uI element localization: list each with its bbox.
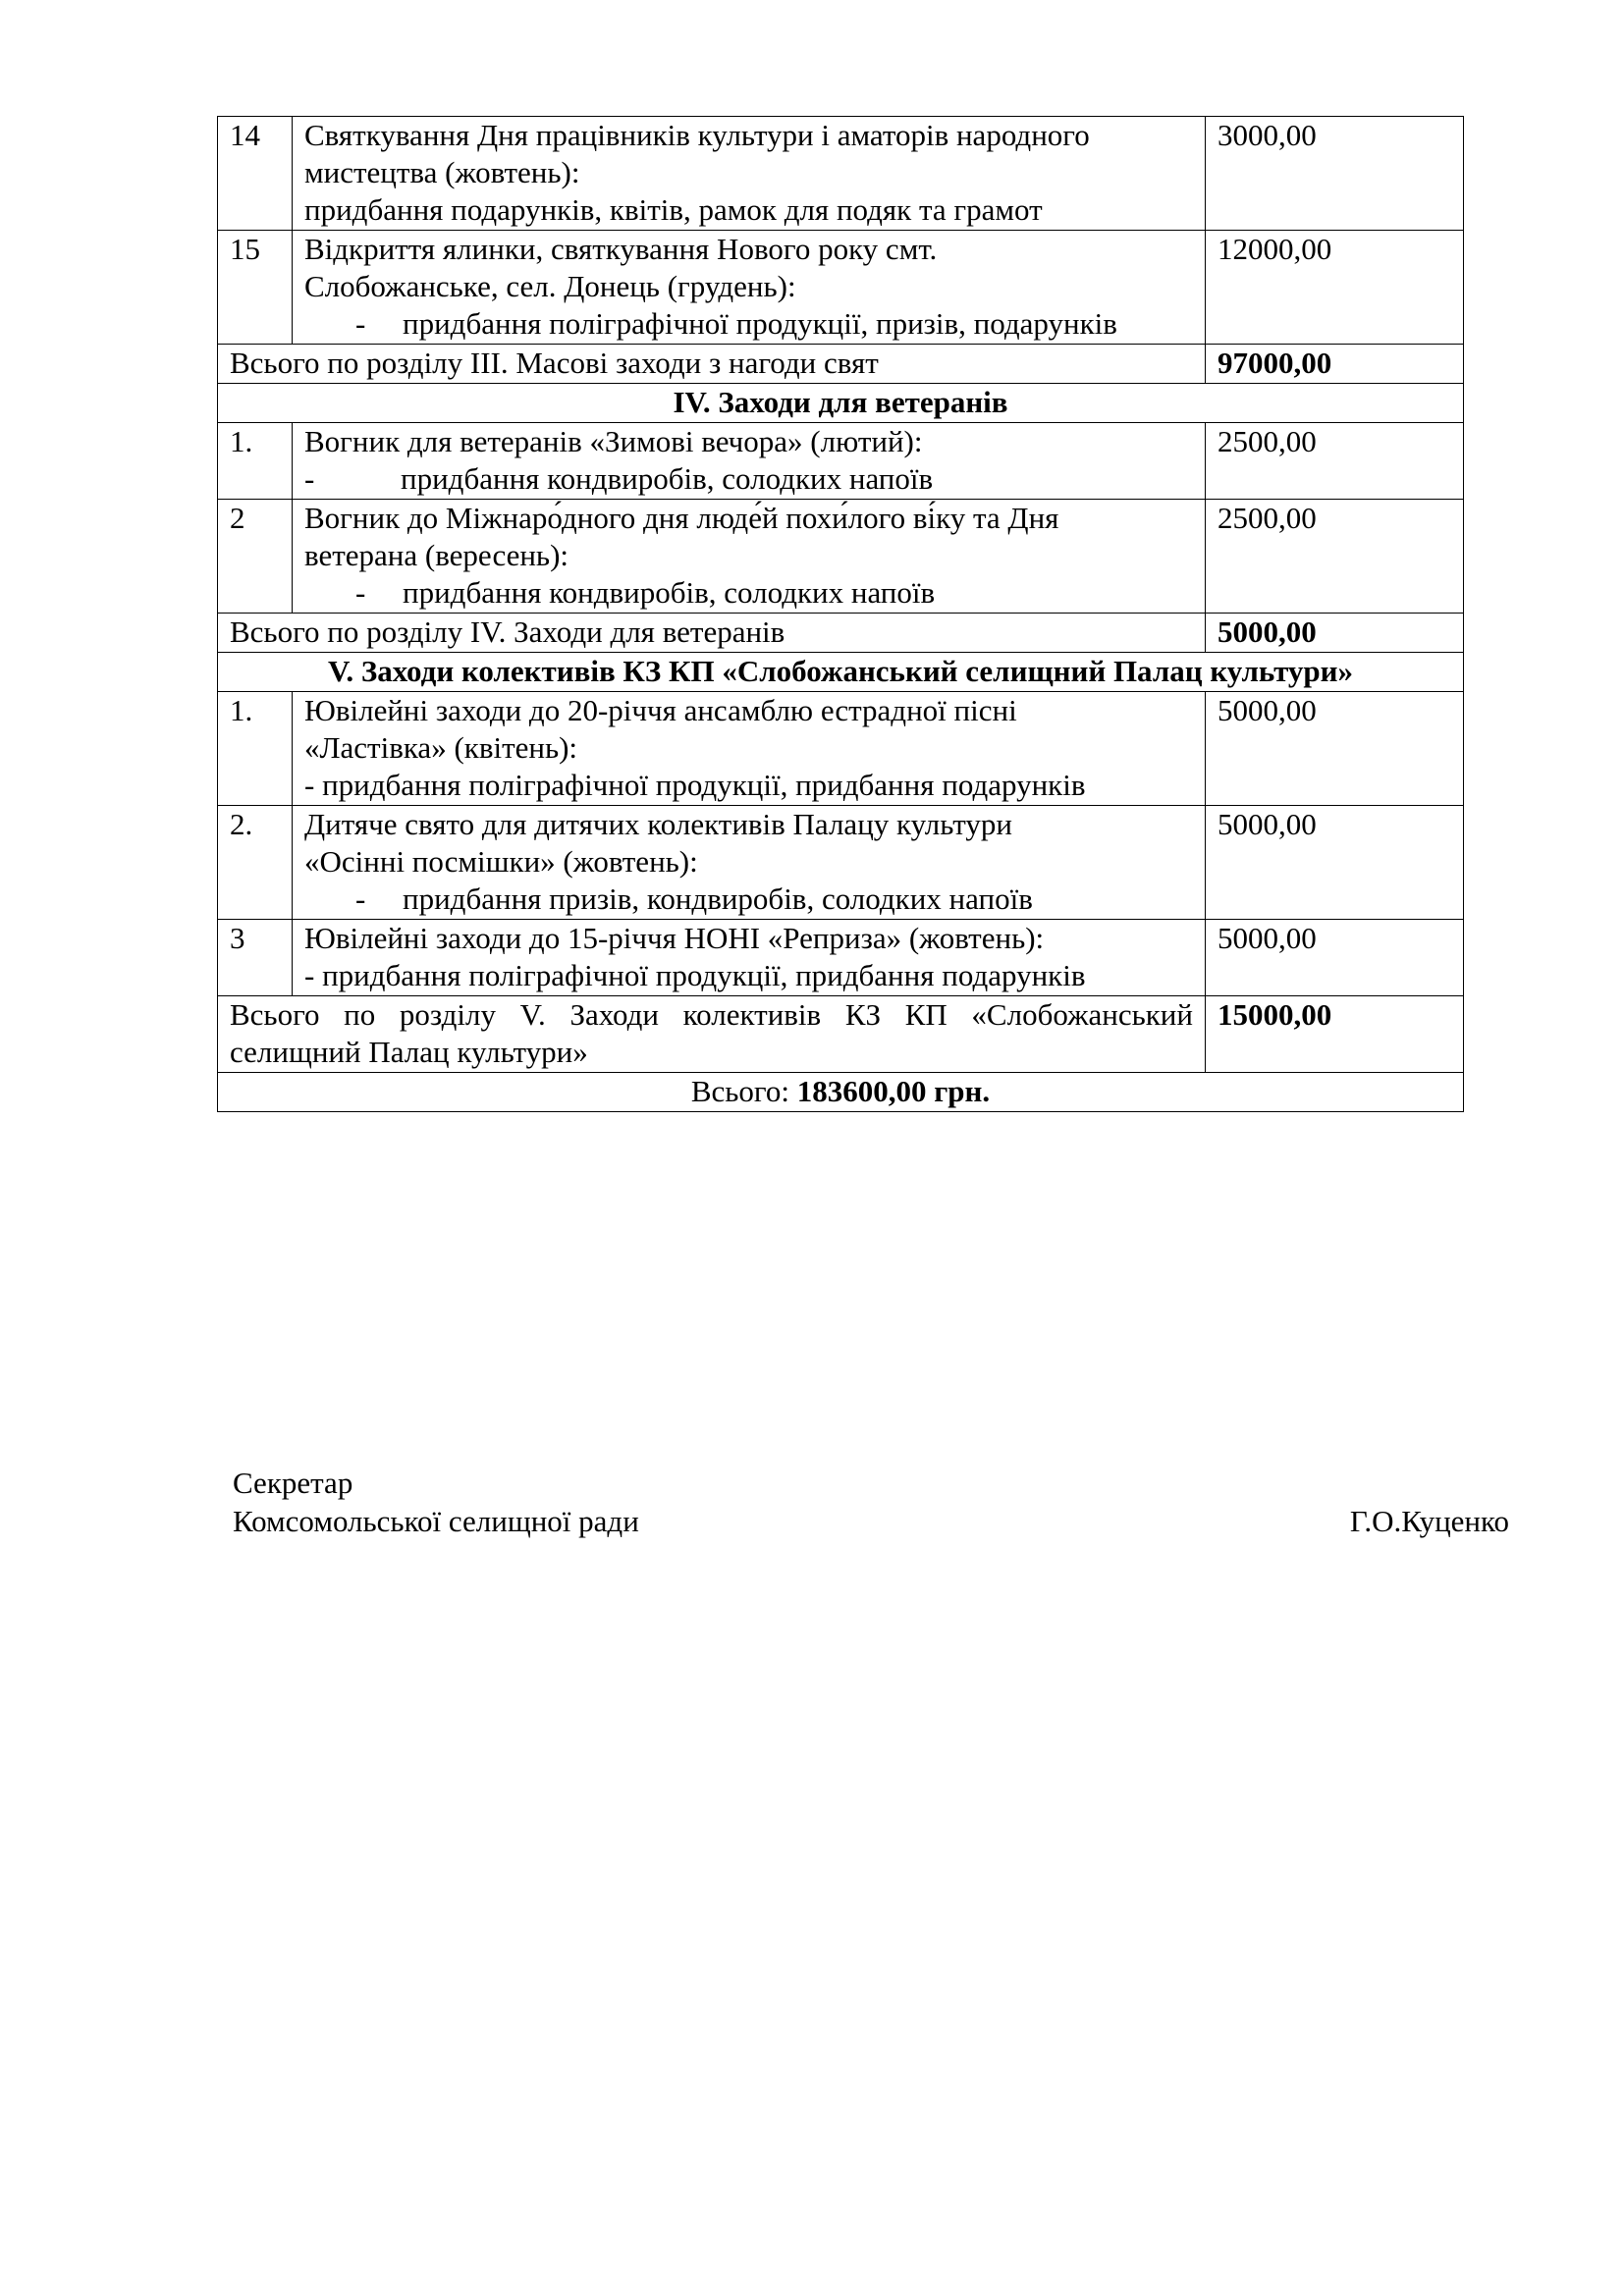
dash-marker: - <box>355 881 366 916</box>
section-total-label: Всього по розділу ІV. Заходи для ветеранів <box>218 614 1206 653</box>
row-amount: 5000,00 <box>1206 806 1464 920</box>
bullet-text: придбання поліграфічної продукції, призів, подарунків <box>403 306 1117 341</box>
dash-marker: - <box>355 306 366 341</box>
description-line: Слобожанське, сел. Донець (грудень): <box>304 269 796 303</box>
row-description <box>293 500 1206 614</box>
section-total-amount: 5000,00 <box>1206 614 1464 653</box>
grand-total-row <box>218 1073 1464 1112</box>
description-line: мистецтва (жовтень): <box>304 155 580 189</box>
row-amount: 5000,00 <box>1206 920 1464 996</box>
section-total-row <box>218 996 1464 1073</box>
grand-total-amount: 183600,00 грн. <box>796 1074 991 1108</box>
row-description <box>293 692 1206 806</box>
table-row <box>218 920 1464 996</box>
description-line: - придбання поліграфічної продукції, придбання подарунків <box>304 768 1086 802</box>
row-description <box>293 231 1206 345</box>
bullet-item <box>304 574 1193 612</box>
description-line: Дитяче свято для дитячих колективів Палацу культури <box>304 807 1012 841</box>
section-heading: V. Заходи колективів КЗ КП «Слобожанський селищний Палац культури» <box>218 653 1464 692</box>
row-amount: 5000,00 <box>1206 692 1464 806</box>
bullet-text: придбання призів, кондвиробів, солодких напоїв <box>403 881 1033 916</box>
bullet-text: придбання кондвиробів, солодких напоїв <box>403 575 936 610</box>
signature-row <box>233 1502 1509 1540</box>
section-total-label: Всього по розділу V. Заходи колективів КЗ КП «Слобожанський селищний Палац культури» <box>218 996 1206 1073</box>
description-line: «Ластівка» (квітень): <box>304 730 578 765</box>
row-number: 14 <box>218 117 293 231</box>
signatory-organization: Комсомольської селищної ради <box>233 1504 639 1538</box>
description-line: Ювілейні заходи до 15-річчя НОНІ «Реприза» (жовтень): <box>304 921 1045 955</box>
row-number: 15 <box>218 231 293 345</box>
row-number: 2. <box>218 806 293 920</box>
table-row <box>218 692 1464 806</box>
section-total-row <box>218 345 1464 384</box>
section-heading-row <box>218 384 1464 423</box>
row-number: 3 <box>218 920 293 996</box>
row-description <box>293 920 1206 996</box>
section-heading: ІV. Заходи для ветеранів <box>218 384 1464 423</box>
grand-total-label: Всього: <box>690 1074 797 1108</box>
bullet-item <box>304 460 1193 498</box>
row-amount: 2500,00 <box>1206 423 1464 500</box>
description-line: «Осінні посмішки» (жовтень): <box>304 844 698 879</box>
section-heading-row <box>218 653 1464 692</box>
description-line: Ювілейні заходи до 20-річчя ансамблю естрадної пісні <box>304 693 1017 727</box>
description-line: придбання подарунків, квітів, рамок для подяк та грамот <box>304 192 1043 227</box>
row-amount: 12000,00 <box>1206 231 1464 345</box>
dash-marker: - <box>304 461 315 496</box>
description-line: - придбання поліграфічної продукції, придбання подарунків <box>304 958 1086 992</box>
budget-table <box>217 116 1464 1112</box>
section-total-amount: 15000,00 <box>1206 996 1464 1073</box>
signatory-title: Секретар <box>233 1466 353 1500</box>
row-number: 2 <box>218 500 293 614</box>
signatory-name: Г.О.Куценко <box>1349 1504 1509 1538</box>
bullet-item <box>304 881 1193 918</box>
description-line: Святкування Дня працівників культури і аматорів народного <box>304 118 1090 152</box>
section-total-label: Всього по розділу ІІІ. Масові заходи з нагоди свят <box>218 345 1206 384</box>
row-number: 1. <box>218 423 293 500</box>
section-total-row <box>218 614 1464 653</box>
table-row <box>218 231 1464 345</box>
dash-marker: - <box>355 575 366 610</box>
bullet-text: придбання кондвиробів, солодких напоїв <box>401 461 934 496</box>
table-row <box>218 117 1464 231</box>
table-row <box>218 423 1464 500</box>
row-number: 1. <box>218 692 293 806</box>
description-line: Вогник для ветеранів «Зимові вечора» (лютий): <box>304 424 923 458</box>
row-amount: 2500,00 <box>1206 500 1464 614</box>
description-line: Вогник до Міжнаро́дного дня люде́й похи́лого ві́ку та Дня <box>304 501 1059 535</box>
row-amount: 3000,00 <box>1206 117 1464 231</box>
description-line: ветерана (вересень): <box>304 538 569 572</box>
table-row <box>218 500 1464 614</box>
row-description <box>293 423 1206 500</box>
row-description <box>293 806 1206 920</box>
bullet-item <box>304 305 1193 343</box>
signature-block <box>233 1464 1509 1540</box>
description-line: Відкриття ялинки, святкування Нового року смт. <box>304 232 938 266</box>
table-row <box>218 806 1464 920</box>
grand-total <box>218 1073 1464 1112</box>
section-total-amount: 97000,00 <box>1206 345 1464 384</box>
row-description <box>293 117 1206 231</box>
